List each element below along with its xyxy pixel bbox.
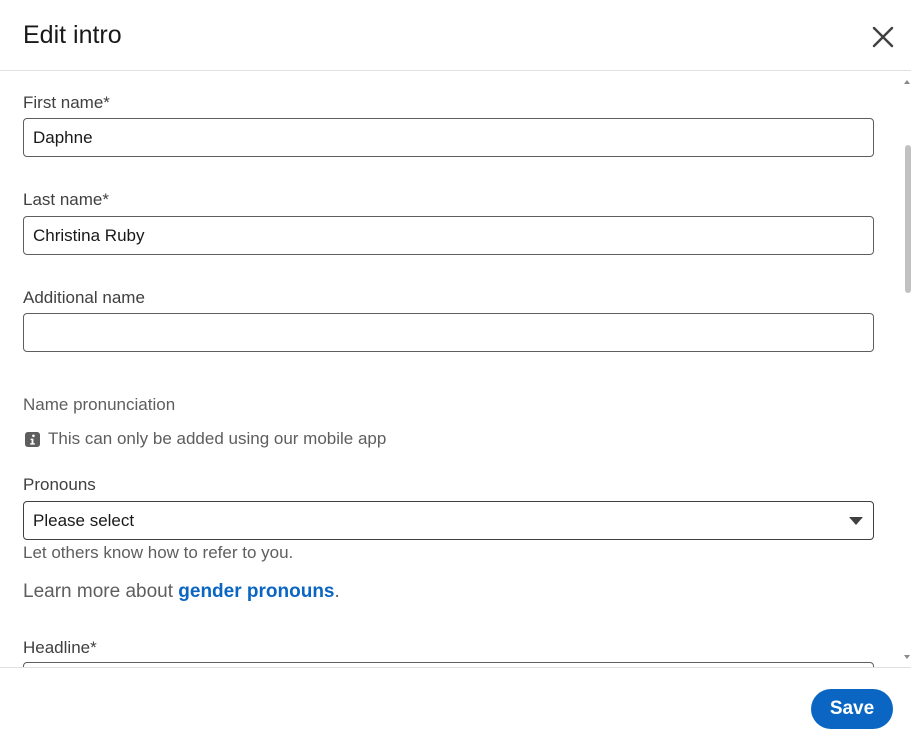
close-button[interactable] [864,18,902,56]
pronouns-selected-value: Please select [33,510,135,530]
scroll-thumb[interactable] [905,145,911,293]
modal-body[interactable] [0,72,911,667]
modal-footer [0,667,911,746]
name-pronunciation-label: Name pronunciation [23,395,176,414]
scroll-down-arrow[interactable] [904,655,910,659]
additional-name-input[interactable] [23,313,874,352]
last-name-input[interactable] [23,216,874,255]
caret-down-icon [848,516,864,526]
scroll-up-arrow[interactable] [904,80,910,84]
info-icon [25,432,40,447]
learn-more-text [23,580,340,604]
modal-header [0,0,911,71]
first-name-label: First name* [23,93,110,112]
pronunciation-info-text: This can only be added using our mobile app [48,429,387,448]
first-name-input[interactable] [23,118,874,157]
close-icon [871,25,895,49]
headline-label: Headline* [23,638,97,657]
pronunciation-info [25,429,386,449]
pronouns-label: Pronouns [23,475,96,494]
learn-more-prefix: Learn more about [23,581,179,602]
additional-name-label: Additional name [23,288,145,307]
learn-more-suffix: . [334,581,340,602]
save-button[interactable]: Save [811,689,893,729]
gender-pronouns-link[interactable]: gender pronouns [178,581,335,602]
modal-title: Edit intro [23,21,122,49]
pronouns-select[interactable] [23,501,874,540]
pronouns-helper-text: Let others know how to refer to you. [23,543,294,562]
last-name-label: Last name* [23,190,109,209]
